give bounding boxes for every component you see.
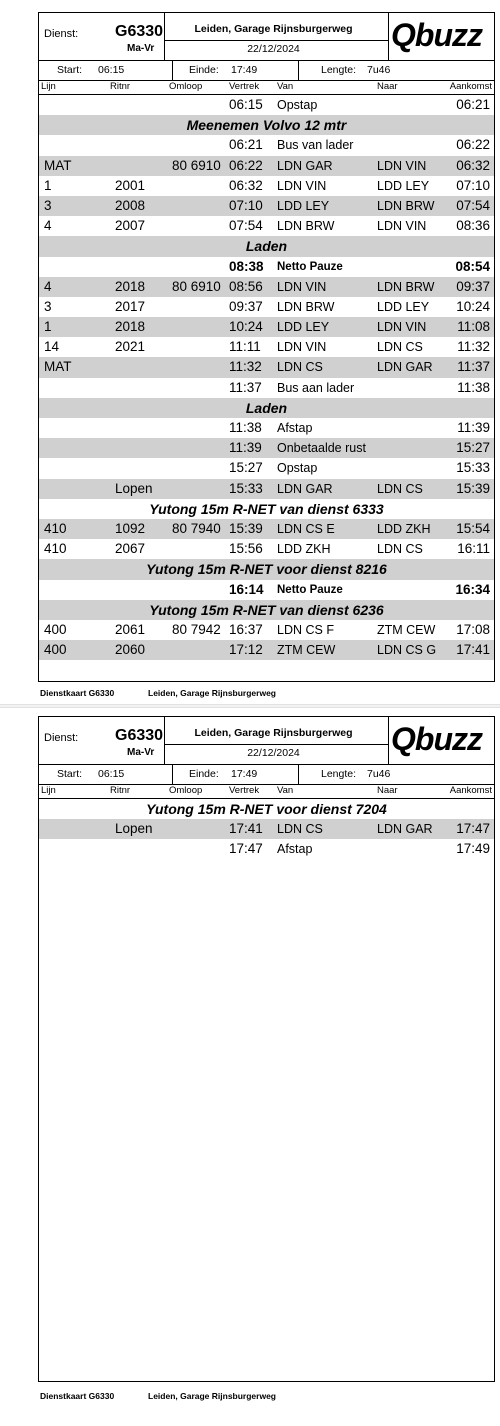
times-divider	[298, 765, 299, 784]
cell-aankomst: 07:54	[456, 197, 490, 213]
cell-vertrek: 11:38	[229, 420, 262, 435]
activity-row	[39, 95, 494, 115]
section-title: Laden	[245, 399, 288, 416]
dienst-days: Ma-Vr	[127, 43, 155, 54]
cell-vertrek: 09:37	[229, 298, 263, 314]
cell-van: LDN GAR	[277, 481, 333, 496]
cell-ritnr: 2008	[115, 197, 146, 213]
start-label: Start:	[57, 768, 83, 780]
section-title: Yutong 15m R-NET van dienst 6236	[149, 601, 384, 618]
col-naar: Naar	[377, 785, 398, 796]
cell-activity: Opstap	[277, 461, 318, 476]
section-row	[39, 236, 494, 256]
col-omloop: Omloop	[169, 785, 203, 796]
cell-lijn: 4	[44, 278, 52, 294]
cell-aankomst: 11:38	[457, 379, 490, 395]
cell-naar: LDN VIN	[377, 219, 427, 234]
trip-row	[39, 216, 494, 236]
qbuzz-logo: Qbuzz	[391, 17, 482, 53]
section-title: Laden	[245, 238, 288, 255]
cell-naar: LDN CS	[377, 340, 423, 355]
cell-van: LDD ZKH	[277, 542, 331, 557]
cell-activity: Afstap	[277, 842, 313, 857]
cell-van: LDN CS F	[277, 622, 334, 637]
section-row	[39, 115, 494, 135]
einde-time: 17:49	[231, 768, 258, 780]
cell-ritnr: 2067	[115, 541, 146, 557]
header-divider	[165, 40, 389, 41]
cell-aankomst: 17:47	[456, 821, 490, 837]
cell-vertrek: 16:37	[229, 621, 263, 637]
cell-naar: LDD LEY	[377, 178, 430, 193]
cell-lijn: 3	[44, 197, 52, 213]
dienst-number: G6330	[115, 727, 164, 744]
trip-row	[39, 620, 494, 640]
einde-label: Einde:	[189, 768, 219, 780]
cell-lijn: MAT	[44, 157, 72, 173]
cell-lijn: 1	[44, 319, 52, 335]
cell-vertrek: 11:37	[229, 379, 262, 395]
cell-aankomst: 17:08	[456, 621, 490, 637]
cell-naar: LDN CS	[377, 481, 423, 496]
service-date: 22/12/2024	[247, 747, 300, 759]
cell-activity: Afstap	[277, 421, 313, 435]
section-row	[39, 398, 494, 418]
cell-aankomst: 15:33	[456, 460, 490, 476]
service-date: 22/12/2024	[247, 43, 300, 55]
duty-card	[38, 12, 495, 682]
cell-aankomst: 16:34	[455, 581, 490, 597]
duty-card	[38, 716, 495, 1382]
cell-ritnr: 2018	[115, 278, 146, 294]
section-row	[39, 799, 494, 819]
cell-aankomst: 17:41	[456, 642, 490, 658]
col-vertrek: Vertrek	[229, 785, 260, 796]
section-title: Meenemen Volvo 12 mtr	[186, 117, 347, 134]
col-aankomst: Aankomst	[449, 81, 492, 92]
start-time: 06:15	[98, 768, 125, 780]
section-row	[39, 559, 494, 579]
garage-location: Leiden, Garage Rijnsburgerweg	[194, 23, 353, 35]
cell-van: LDN CS E	[277, 521, 335, 536]
cell-ritnr: 2001	[115, 177, 146, 193]
activity-row	[39, 378, 494, 398]
pause-row	[39, 580, 494, 600]
cell-van: LDN GAR	[277, 158, 333, 173]
cell-aankomst: 06:22	[456, 137, 490, 153]
trip-row	[39, 819, 494, 839]
activity-row	[39, 135, 494, 155]
cell-ritnr: 2021	[115, 339, 146, 355]
cell-lijn: 410	[44, 541, 67, 557]
trip-row	[39, 176, 494, 196]
footer-location: Leiden, Garage Rijnsburgerweg	[148, 1391, 277, 1401]
einde-time: 17:49	[231, 64, 258, 76]
cell-activity: Bus van lader	[277, 138, 354, 153]
times-divider	[172, 765, 173, 784]
cell-vertrek: 15:33	[229, 480, 263, 496]
cell-aankomst: 15:54	[456, 520, 490, 536]
start-label: Start:	[57, 64, 83, 76]
cell-activity: Opstap	[277, 98, 318, 112]
cell-van: LDN CS	[277, 360, 323, 375]
cell-vertrek: 17:41	[229, 821, 263, 837]
cell-ritnr: 2018	[115, 319, 146, 335]
cell-vertrek: 06:32	[229, 177, 263, 193]
footer-location: Leiden, Garage Rijnsburgerweg	[148, 688, 277, 698]
cell-aankomst: 11:39	[457, 420, 490, 435]
cell-aankomst: 11:37	[457, 359, 490, 375]
cell-vertrek: 11:11	[229, 339, 261, 355]
cell-lijn: 3	[44, 298, 52, 314]
cell-vertrek: 11:32	[229, 359, 262, 375]
col-lijn: Lijn	[41, 81, 56, 92]
cell-ritnr: 1092	[115, 520, 146, 536]
section-title: Yutong 15m R-NET van dienst 6333	[149, 500, 384, 517]
cell-van: LDN VIN	[277, 178, 327, 193]
cell-activity: Netto Pauze	[277, 583, 343, 596]
col-van: Van	[277, 785, 294, 796]
cell-vertrek: 08:56	[229, 278, 263, 294]
cell-aankomst: 08:36	[456, 218, 490, 234]
start-time: 06:15	[98, 64, 125, 76]
section-row	[39, 499, 494, 519]
lengte-label: Lengte:	[321, 64, 357, 76]
cell-vertrek: 07:54	[229, 218, 263, 234]
cell-naar: LDN BRW	[377, 279, 435, 294]
duty-card-page-1	[0, 0, 500, 706]
cell-van: LDN VIN	[277, 340, 327, 355]
cell-activity: Onbetaalde rust	[277, 441, 366, 456]
cell-ritnr: 2061	[115, 621, 146, 637]
header-divider	[388, 13, 389, 60]
col-naar: Naar	[377, 81, 398, 92]
trip-row	[39, 196, 494, 216]
column-header	[39, 785, 494, 799]
lengte-value: 7u46	[367, 64, 391, 76]
cell-aankomst: 09:37	[456, 278, 490, 294]
cell-vertrek: 10:24	[229, 319, 263, 335]
cell-naar: LDN VIN	[377, 320, 427, 335]
cell-naar: LDN BRW	[377, 198, 435, 213]
cell-lijn: 410	[44, 520, 67, 536]
cell-lijn: 400	[44, 621, 67, 637]
footer-dienstkaart: Dienstkaart G6330	[40, 688, 115, 698]
cell-naar: LDN CS G	[377, 643, 437, 658]
cell-vertrek: 15:39	[229, 520, 263, 536]
cell-vertrek: 06:15	[229, 97, 263, 112]
col-vertrek: Vertrek	[229, 81, 260, 92]
cell-van: LDN BRW	[277, 299, 335, 314]
cell-omloop: 80 7940	[172, 520, 221, 536]
activity-row	[39, 839, 494, 859]
cell-aankomst: 07:10	[456, 177, 490, 193]
cell-vertrek: 16:14	[229, 581, 264, 597]
trip-row	[39, 640, 494, 660]
col-aankomst: Aankomst	[449, 785, 492, 796]
cell-ritnr: Lopen	[115, 480, 153, 496]
cell-naar: LDD LEY	[377, 299, 430, 314]
cell-aankomst: 06:32	[456, 157, 490, 173]
cell-vertrek: 17:12	[229, 642, 263, 658]
cell-van: LDN CS	[277, 822, 323, 837]
cell-lijn: 400	[44, 642, 67, 658]
cell-naar: LDN VIN	[377, 158, 427, 173]
pause-row	[39, 257, 494, 277]
col-ritnr: Ritnr	[110, 785, 131, 796]
card-header	[39, 717, 494, 765]
trip-row	[39, 317, 494, 337]
section-title: Yutong 15m R-NET voor dienst 7204	[146, 801, 387, 817]
cell-vertrek: 17:47	[229, 841, 263, 857]
times-divider	[172, 61, 173, 80]
section-row	[39, 600, 494, 620]
cell-naar: ZTM CEW	[377, 622, 436, 637]
duty-card-page-2	[0, 708, 500, 1426]
cell-lijn: 4	[44, 218, 52, 234]
times-bar	[39, 765, 494, 785]
cell-aankomst: 15:39	[456, 480, 490, 496]
cell-aankomst: 15:27	[456, 440, 490, 456]
cell-vertrek: 15:56	[229, 541, 263, 557]
cell-lijn: 14	[44, 339, 60, 355]
dienst-label: Dienst:	[44, 732, 79, 744]
trip-row	[39, 479, 494, 499]
cell-aankomst: 08:54	[455, 258, 490, 274]
card-header	[39, 13, 494, 61]
dienst-days: Ma-Vr	[127, 747, 155, 758]
trip-row	[39, 519, 494, 539]
cell-naar: LDN CS	[377, 542, 423, 557]
cell-aankomst: 10:24	[456, 298, 490, 314]
garage-location: Leiden, Garage Rijnsburgerweg	[194, 727, 353, 739]
cell-van: ZTM CEW	[277, 643, 336, 658]
activity-row	[39, 458, 494, 478]
col-van: Van	[277, 81, 294, 92]
lengte-value: 7u46	[367, 768, 391, 780]
cell-omloop: 80 7942	[172, 621, 221, 637]
cell-omloop: 80 6910	[172, 278, 221, 294]
cell-vertrek: 15:27	[229, 460, 263, 476]
cell-van: LDN BRW	[277, 219, 335, 234]
times-divider	[298, 61, 299, 80]
cell-omloop: 80 6910	[172, 157, 221, 173]
cell-naar: LDN GAR	[377, 360, 433, 375]
trip-row	[39, 539, 494, 559]
cell-vertrek: 07:10	[229, 197, 263, 213]
dienst-number: G6330	[115, 23, 164, 40]
cell-lijn: 1	[44, 177, 52, 193]
trip-rows	[39, 799, 494, 860]
column-header	[39, 81, 494, 95]
cell-ritnr: 2007	[115, 218, 146, 234]
cell-van: LDD LEY	[277, 198, 330, 213]
trip-row	[39, 277, 494, 297]
activity-row	[39, 418, 494, 438]
footer-dienstkaart: Dienstkaart G6330	[40, 1391, 115, 1401]
cell-vertrek: 06:22	[229, 157, 263, 173]
cell-ritnr: Lopen	[115, 821, 153, 837]
cell-van: LDD LEY	[277, 320, 330, 335]
header-divider	[165, 744, 389, 745]
cell-lijn: MAT	[44, 359, 72, 375]
trip-rows	[39, 95, 494, 660]
cell-aankomst: 16:11	[457, 541, 490, 557]
times-bar	[39, 61, 494, 81]
header-divider	[388, 717, 389, 764]
cell-aankomst: 11:32	[457, 339, 490, 355]
cell-vertrek: 11:39	[229, 440, 262, 456]
section-title: Yutong 15m R-NET voor dienst 8216	[146, 561, 387, 578]
col-omloop: Omloop	[169, 81, 203, 92]
cell-naar: LDN GAR	[377, 822, 433, 837]
trip-row	[39, 357, 494, 377]
trip-row	[39, 297, 494, 317]
trip-row	[39, 156, 494, 176]
qbuzz-logo: Qbuzz	[391, 721, 482, 757]
cell-ritnr: 2017	[115, 298, 146, 314]
trip-row	[39, 337, 494, 357]
cell-aankomst: 06:21	[456, 97, 490, 112]
cell-aankomst: 11:08	[457, 319, 490, 335]
cell-van: LDN VIN	[277, 279, 327, 294]
cell-activity: Netto Pauze	[277, 260, 343, 273]
activity-row	[39, 438, 494, 458]
einde-label: Einde:	[189, 64, 219, 76]
cell-activity: Bus aan lader	[277, 380, 355, 395]
col-ritnr: Ritnr	[110, 81, 131, 92]
col-lijn: Lijn	[41, 785, 56, 796]
cell-vertrek: 06:21	[229, 137, 263, 153]
cell-naar: LDD ZKH	[377, 521, 431, 536]
cell-vertrek: 08:38	[229, 258, 264, 274]
cell-ritnr: 2060	[115, 642, 146, 658]
dienst-label: Dienst:	[44, 28, 79, 40]
cell-aankomst: 17:49	[456, 841, 490, 857]
lengte-label: Lengte:	[321, 768, 357, 780]
